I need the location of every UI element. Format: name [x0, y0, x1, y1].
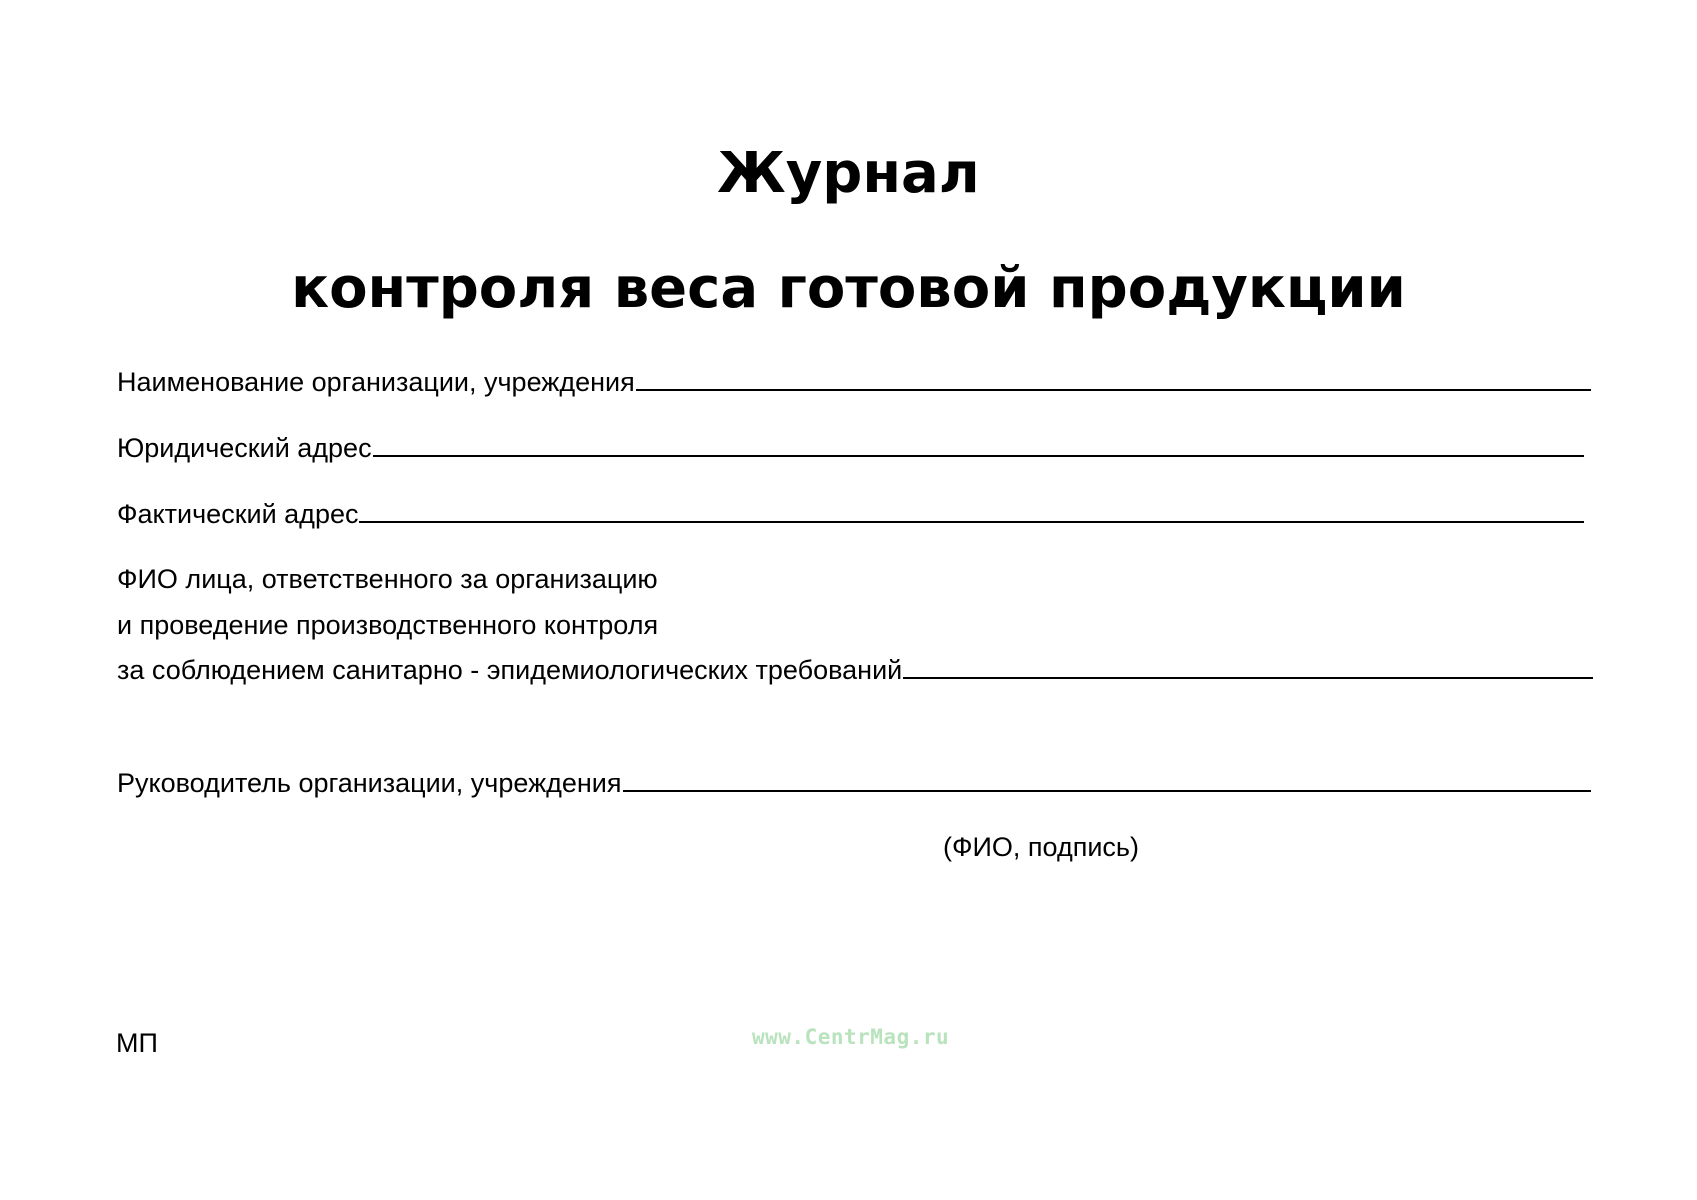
organization-blank-line[interactable]: [636, 389, 1591, 391]
stamp-place-label: МП: [116, 1028, 158, 1058]
actual-address-blank-line[interactable]: [359, 521, 1584, 523]
watermark: www.CentrMag.ru: [752, 1025, 950, 1049]
actual-address-field: [117, 501, 1584, 528]
responsible-person-blank-line[interactable]: [903, 677, 1593, 679]
legal-address-field: [117, 435, 1584, 462]
actual-address-label: Фактический адрес: [117, 499, 359, 529]
responsible-person-label-line1: ФИО лица, ответственного за организацию: [117, 564, 658, 594]
organization-label: Наименование организации, учреждения: [117, 367, 635, 397]
document-title: Журнал: [717, 141, 980, 206]
legal-address-label: Юридический адрес: [117, 433, 372, 463]
fio-signature-caption: (ФИО, подпись): [943, 832, 1139, 862]
responsible-person-field: [117, 657, 1593, 684]
head-of-organization-blank-line[interactable]: [623, 790, 1591, 792]
document-subtitle: контроля веса готовой продукции: [291, 256, 1406, 321]
head-of-organization-label: Руководитель организации, учреждения: [117, 768, 622, 798]
head-of-organization-field: [117, 770, 1591, 797]
organization-field: [117, 369, 1591, 396]
responsible-person-label-line3: за соблюдением санитарно - эпидемиологических требований: [117, 655, 903, 685]
responsible-person-label-line2: и проведение производственного контроля: [117, 610, 659, 640]
legal-address-blank-line[interactable]: [373, 455, 1584, 457]
